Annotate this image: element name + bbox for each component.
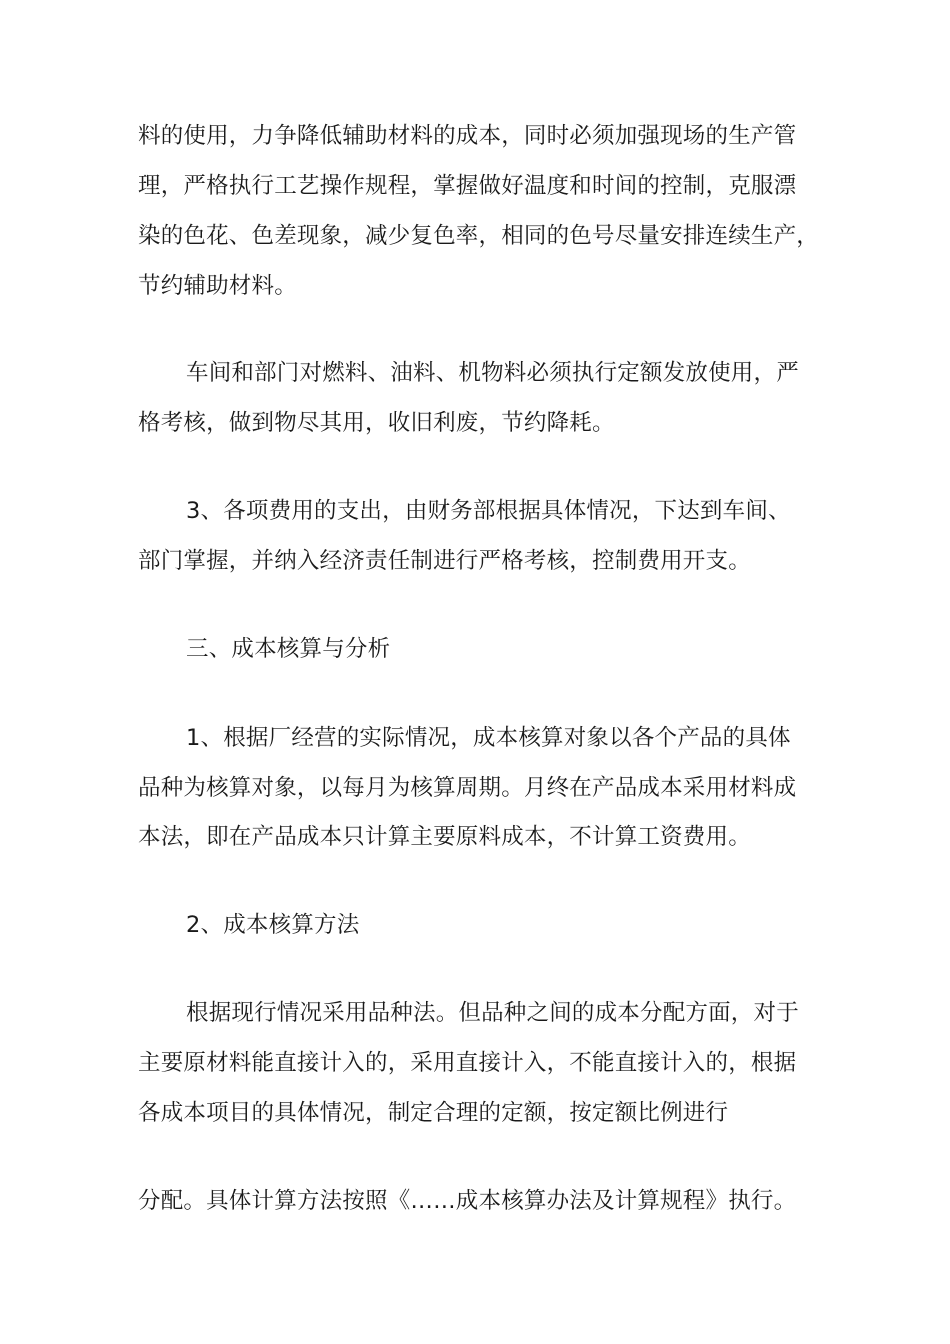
paragraph-line: 格考核，做到物尽其用，收旧利废，节约降耗。	[138, 410, 615, 436]
paragraph-line: 部门掌握，并纳入经济责任制进行严格考核，控制费用开支。	[138, 548, 751, 574]
paragraph-line: 料的使用，力争降低辅助材料的成本，同时必须加强现场的生产管	[138, 123, 797, 149]
paragraph-line: 车间和部门对燃料、油料、机物料必须执行定额发放使用，严	[186, 360, 799, 386]
paragraph-line: 节约辅助材料。	[138, 273, 297, 299]
paragraph-line: 染的色花、色差现象，减少复色率，相同的色号尽量安排连续生产，	[138, 223, 820, 249]
paragraph-line: 3、各项费用的支出，由财务部根据具体情况，下达到车间、	[186, 498, 791, 524]
subsection-heading: 2、成本核算方法	[186, 912, 360, 938]
paragraph-line: 各成本项目的具体情况，制定合理的定额，按定额比例进行	[138, 1100, 729, 1126]
paragraph-line: 本法，即在产品成本只计算主要原料成本，不计算工资费用。	[138, 824, 751, 850]
section-heading: 三、成本核算与分析	[186, 636, 391, 662]
paragraph-line: 分配。具体计算方法按照《……成本核算办法及计算规程》执行。	[138, 1188, 797, 1214]
paragraph-line: 1、根据厂经营的实际情况，成本核算对象以各个产品的具体	[186, 725, 791, 751]
paragraph-line: 主要原材料能直接计入的，采用直接计入，不能直接计入的，根据	[138, 1050, 797, 1076]
paragraph-line: 根据现行情况采用品种法。但品种之间的成本分配方面，对于	[186, 1000, 799, 1026]
paragraph-line: 理，严格执行工艺操作规程，掌握做好温度和时间的控制，克服漂	[138, 173, 797, 199]
paragraph-line: 品种为核算对象，以每月为核算周期。月终在产品成本采用材料成	[138, 775, 797, 801]
